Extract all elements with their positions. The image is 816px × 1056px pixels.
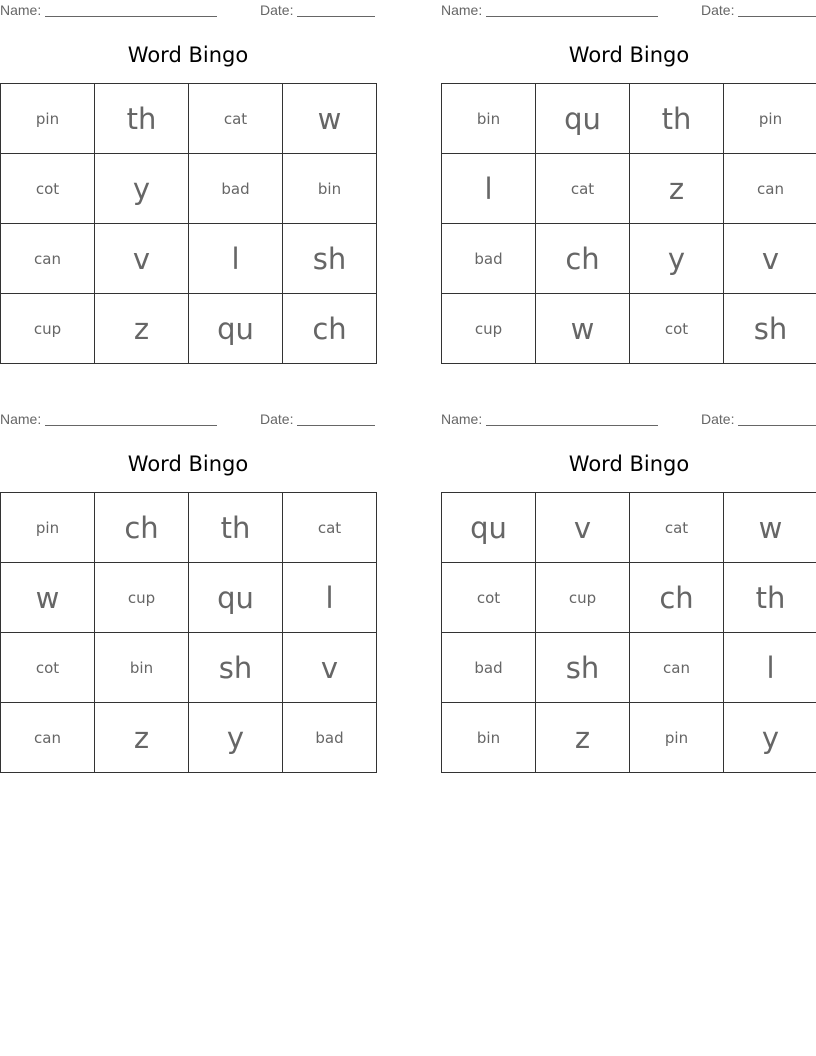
name-label: Name: [441, 411, 483, 427]
grid-cell: bin [283, 154, 377, 224]
grid-cell: th [95, 84, 189, 154]
grid-cell: cat [536, 154, 630, 224]
grid-cell: sh [189, 633, 283, 703]
grid-row [442, 633, 816, 703]
date-field[interactable] [260, 411, 375, 427]
date-blank-line[interactable] [738, 411, 816, 426]
grid-cell: cup [536, 563, 630, 633]
grid-cell: w [536, 294, 630, 364]
bingo-card-2 [441, 0, 816, 364]
name-blank-line[interactable] [486, 2, 658, 17]
grid-cell: ch [95, 493, 189, 563]
grid-row [442, 493, 816, 563]
bingo-grid [0, 83, 377, 364]
card-title: Word Bingo [568, 452, 690, 476]
grid-cell: y [189, 703, 283, 773]
bingo-grid [441, 83, 816, 364]
grid-cell: can [724, 154, 816, 224]
grid-cell: pin [724, 84, 816, 154]
grid-cell: bad [442, 633, 536, 703]
name-label: Name: [441, 2, 483, 18]
grid-cell: cat [283, 493, 377, 563]
grid-cell: bad [189, 154, 283, 224]
grid-cell: cot [1, 633, 95, 703]
grid-cell: cup [1, 294, 95, 364]
grid-cell: v [95, 224, 189, 294]
grid-cell: l [283, 563, 377, 633]
grid-row [442, 154, 816, 224]
date-label: Date: [701, 411, 735, 427]
grid-cell: y [724, 703, 816, 773]
name-blank-line[interactable] [45, 411, 217, 426]
grid-cell: v [724, 224, 816, 294]
name-field[interactable] [441, 2, 658, 18]
bingo-grid [441, 492, 816, 773]
grid-cell: bin [95, 633, 189, 703]
grid-cell: pin [1, 493, 95, 563]
grid-cell: z [630, 154, 724, 224]
grid-cell: l [442, 154, 536, 224]
grid-cell: bad [442, 224, 536, 294]
grid-cell: z [536, 703, 630, 773]
date-blank-line[interactable] [297, 411, 375, 426]
grid-cell: can [1, 224, 95, 294]
grid-cell: cot [630, 294, 724, 364]
grid-cell: bin [442, 703, 536, 773]
name-label: Name: [0, 411, 42, 427]
name-field[interactable] [0, 411, 217, 427]
grid-cell: l [189, 224, 283, 294]
grid-cell: sh [283, 224, 377, 294]
card-title: Word Bingo [568, 43, 690, 67]
name-blank-line[interactable] [486, 411, 658, 426]
grid-cell: w [724, 493, 816, 563]
name-label: Name: [0, 2, 42, 18]
grid-cell: ch [283, 294, 377, 364]
grid-cell: w [1, 563, 95, 633]
bingo-card-3 [0, 409, 376, 773]
grid-cell: th [724, 563, 816, 633]
grid-cell: qu [189, 563, 283, 633]
grid-cell: v [536, 493, 630, 563]
grid-cell: sh [724, 294, 816, 364]
grid-cell: cup [442, 294, 536, 364]
grid-cell: qu [442, 493, 536, 563]
grid-row [1, 84, 377, 154]
bingo-card-4 [441, 409, 816, 773]
card-title: Word Bingo [127, 43, 249, 67]
grid-cell: cot [442, 563, 536, 633]
date-label: Date: [260, 411, 294, 427]
grid-cell: bad [283, 703, 377, 773]
name-field[interactable] [441, 411, 658, 427]
grid-row [442, 703, 816, 773]
grid-row [442, 224, 816, 294]
grid-cell: pin [630, 703, 724, 773]
grid-row [1, 563, 377, 633]
bingo-grid [0, 492, 377, 773]
grid-cell: ch [630, 563, 724, 633]
grid-row [1, 703, 377, 773]
grid-row [442, 294, 816, 364]
name-blank-line[interactable] [45, 2, 217, 17]
grid-cell: th [630, 84, 724, 154]
date-label: Date: [701, 2, 735, 18]
grid-row [442, 563, 816, 633]
date-blank-line[interactable] [738, 2, 816, 17]
grid-cell: qu [189, 294, 283, 364]
grid-cell: w [283, 84, 377, 154]
grid-row [1, 294, 377, 364]
grid-cell: sh [536, 633, 630, 703]
card-title: Word Bingo [127, 452, 249, 476]
grid-cell: cat [189, 84, 283, 154]
grid-row [1, 633, 377, 703]
date-field[interactable] [701, 2, 816, 18]
bingo-card-1 [0, 0, 376, 364]
grid-cell: l [724, 633, 816, 703]
date-field[interactable] [260, 2, 375, 18]
grid-cell: y [630, 224, 724, 294]
grid-cell: can [630, 633, 724, 703]
grid-cell: cot [1, 154, 95, 224]
grid-row [442, 84, 816, 154]
date-blank-line[interactable] [297, 2, 375, 17]
grid-cell: bin [442, 84, 536, 154]
grid-cell: cup [95, 563, 189, 633]
grid-cell: qu [536, 84, 630, 154]
grid-cell: z [95, 294, 189, 364]
grid-cell: cat [630, 493, 724, 563]
grid-cell: y [95, 154, 189, 224]
date-label: Date: [260, 2, 294, 18]
grid-row [1, 493, 377, 563]
grid-cell: z [95, 703, 189, 773]
grid-cell: ch [536, 224, 630, 294]
name-field[interactable] [0, 2, 217, 18]
grid-cell: th [189, 493, 283, 563]
grid-cell: can [1, 703, 95, 773]
grid-cell: pin [1, 84, 95, 154]
date-field[interactable] [701, 411, 816, 427]
grid-row [1, 224, 377, 294]
grid-row [1, 154, 377, 224]
grid-cell: v [283, 633, 377, 703]
